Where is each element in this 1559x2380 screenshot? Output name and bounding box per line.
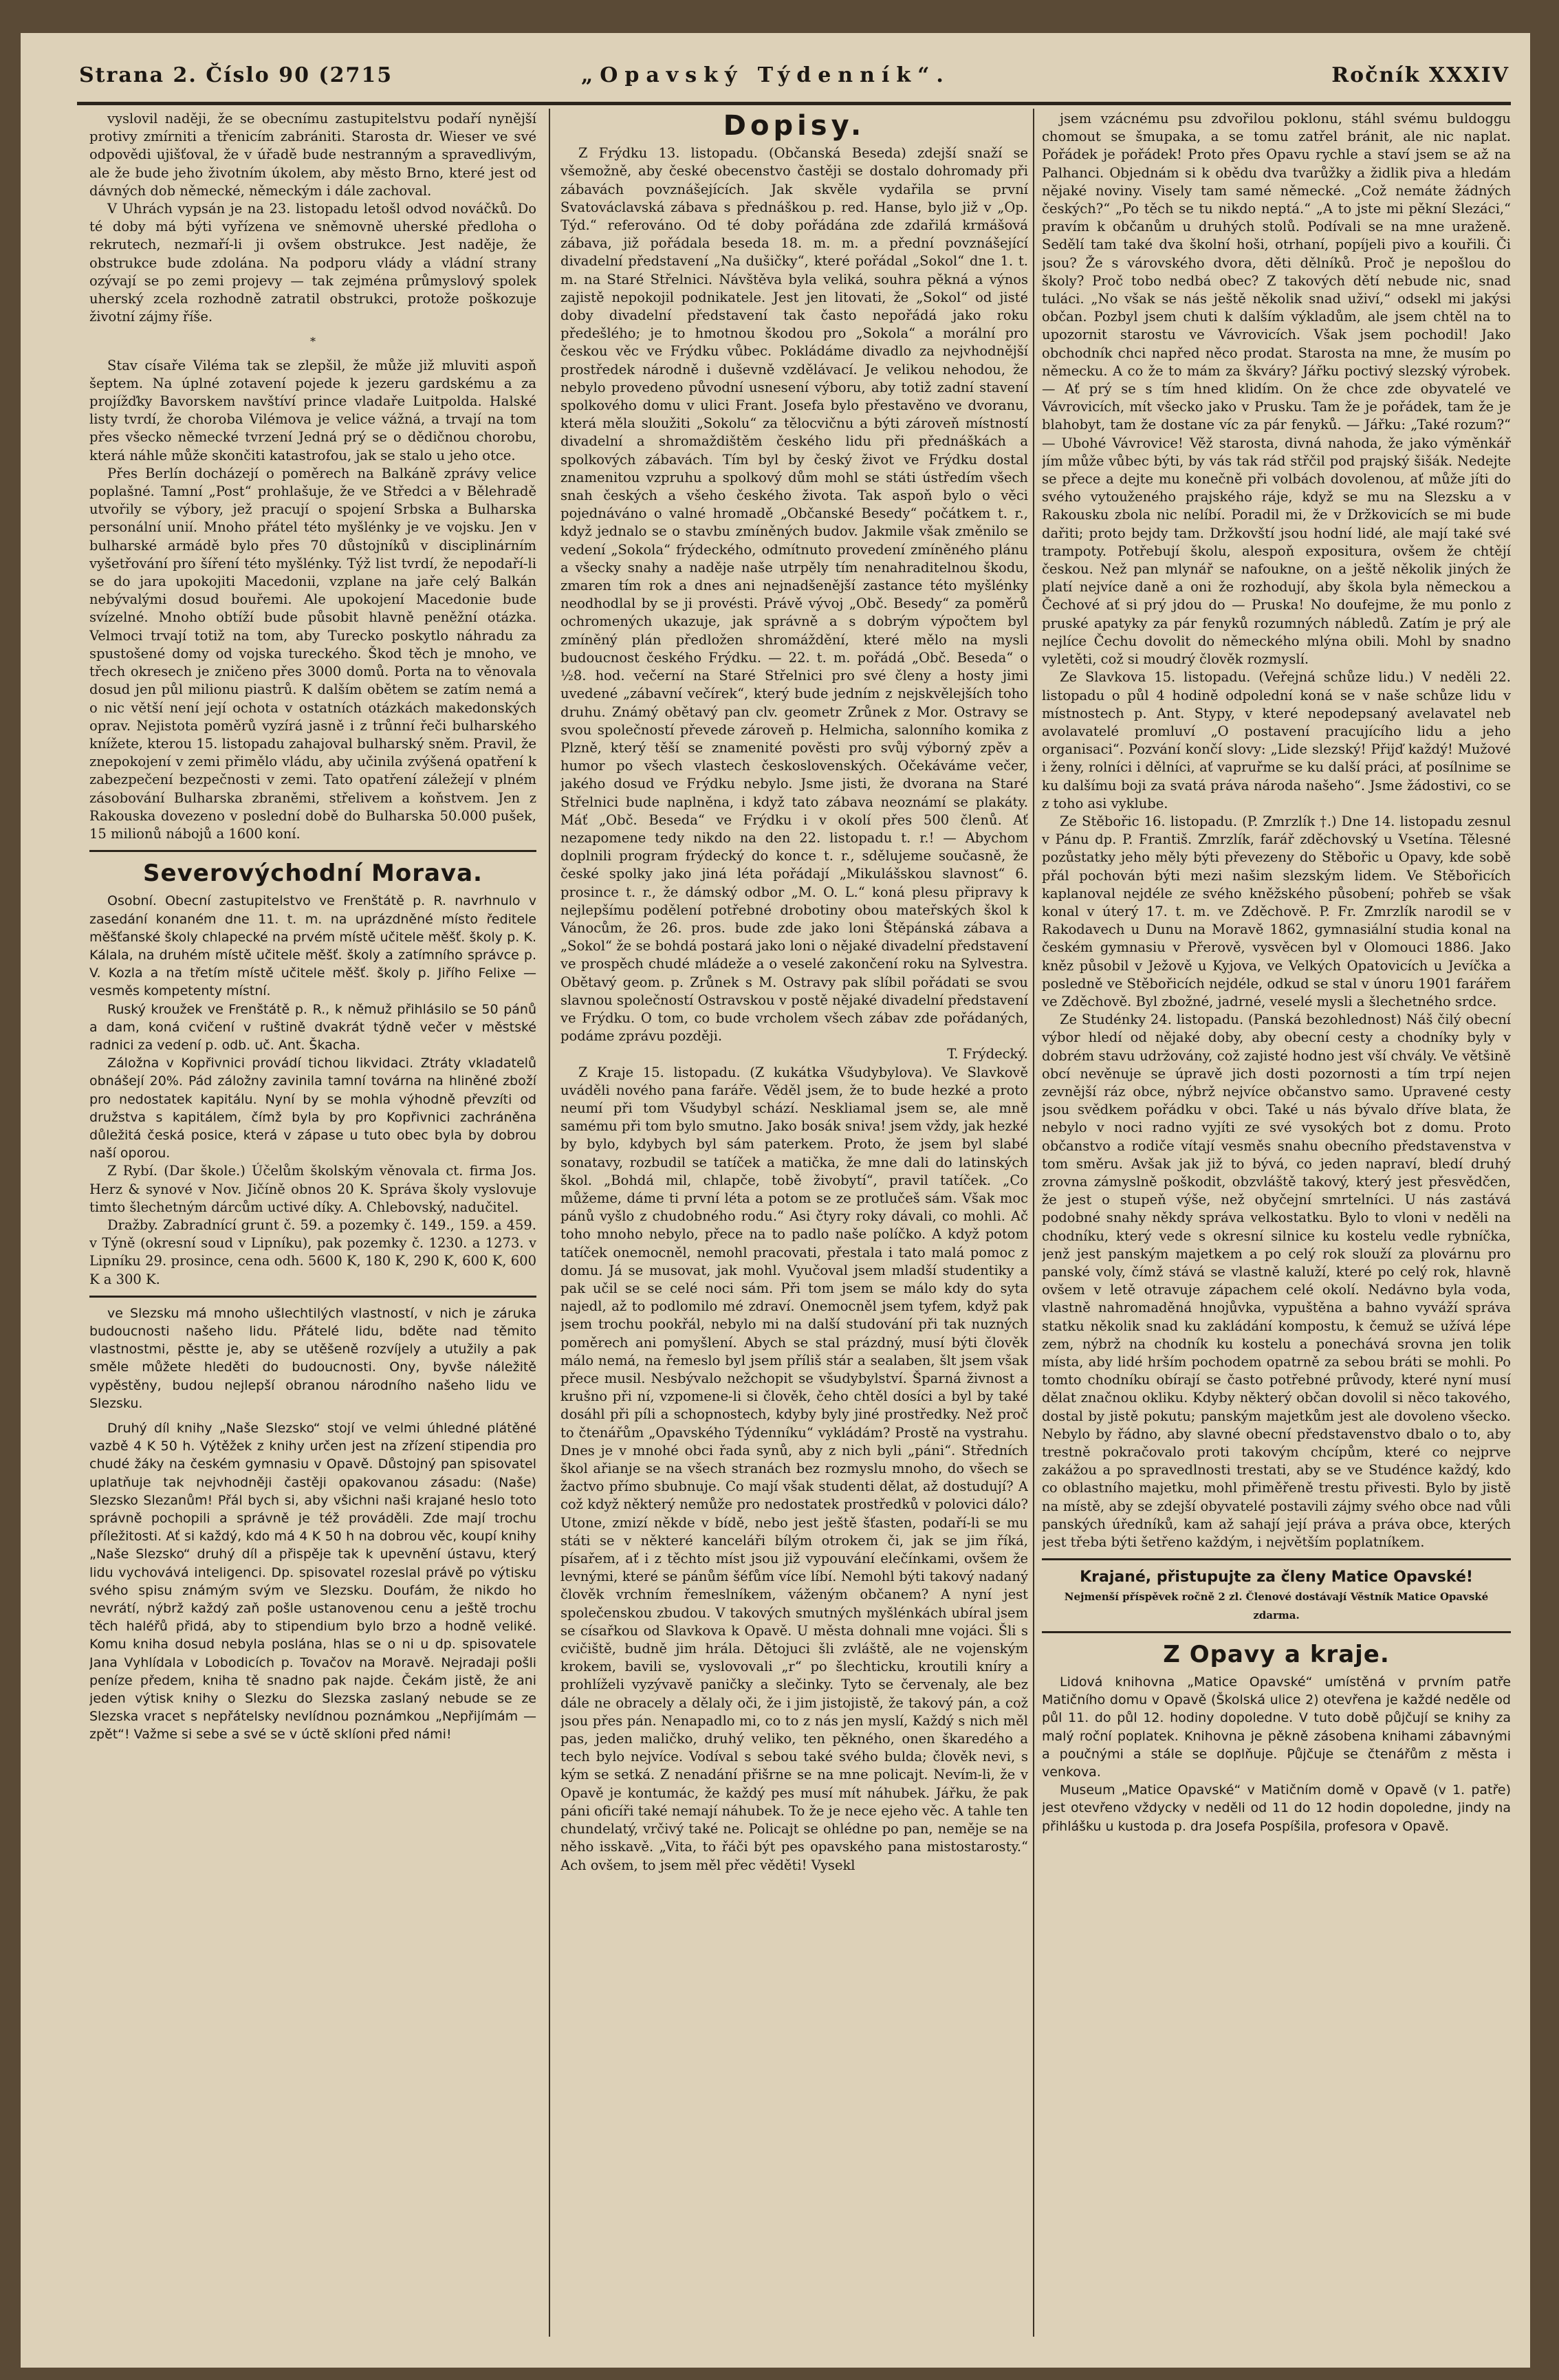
article-paragraph: Druhý díl knihy „Naše Slezsko“ stojí ve velmi úhledné plátěné vazbě 4 K 50 h. Výtěžek z knihy určen jest na zřízení stipendia pro chudé žáky na českém gymnasiu v Opavě. Důstojný pan spisovatel uplatňuje tak nejvhodněji častěji opakovanou zásadu: (Naše) Slezsko Slezanům! Přál bych si, aby všichni naši krajané heslo toto správně pochopili a správně je též prováděli. Zde mají trochu příležitosti. Ať si každý, kdo má 4 K 50 h na dobrou věc, koupí knihy „Naše Slezsko“ druhý díl a přispěje tak k upevnění ústavu, který lidu vychovává inteligenci. Dp. spisovatel rozeslal právě po výtisku svého spisu známým svým ve Slezsku. Doufám, že nikdo ho nevrátí, nýbrž každý zaň pošle ustanovenou cenu a ještě trochu těch haléřů přidá, aby to stipendium bylo brzo a hodně veliké. Komu kniha dosud nebyla poslána, hlas se o ni u dp. spisovatele Jana Vyhlídala v Lobodicích p. Tovačov na Moravě. Nejradaji pošli peníze předem, kniha tě snadno pak najde. Čekám jistě, že ani jeden výtisk knihy o Slezku do Slezska zaslaný nebude se ze Slezska vracet s nepřátelsky nevlídnou poznámkou „Nepřijímám — zpět“! Važme si sebe a své se v úctě sklíoni před námi! [89, 1421, 536, 1743]
article-paragraph: Ze Slavkova 15. listopadu. (Veřejná schůze lidu.) V neděli 22. listopadu o půl 4 hodině odpolední koná se v naše schůze lidu v místnostech p. Ant. Stypy, v které nepodepsaný avelavatel neb avolavatelé promluví „O postavení pracujícího lidu a jeho organisaci“. Pozvání končí slovy: „Lide slezský! Přijď každý! Mužové i ženy, rolníci i dělníci, ať vapruřme se ku další práci, ať posílnime se ku dalšímu boji za svatá práva národa našeho“. Jsme žádostivi, co se z toho asi vyklube. [1042, 669, 1511, 811]
star-separator: * [310, 335, 316, 349]
volume-number: Ročník XXXIV [1331, 63, 1509, 87]
column-left [89, 110, 536, 2324]
article-paragraph: Z Frýdku 13. listopadu. (Občanská Beseda) zdejší snaží se všemožně, aby české obecenstvo častěji se dostalo dohromady při zábavách povznášejících. Jak skvěle vydařila se první Svatováclavská zábava s přednáškou p. red. Hanse, bylo již v „Op. Týd.“ referováno. Od té doby pořádána zde zdařilá krmášová zábava, již pořádala beseda 18. m. m. a přední povznášející divadelní představení „Na dušičky“, které pořádal „Sokol“ dne 1. t. m. na Staré Střelnici. Návštěva byla veliká, souhra pěkná a výnos zajistě nepokojil podnikatele. Jest jen litovati, že „Sokol“ od jisté doby divadelní představení tak často nepořádá jako roku předešlého; je to hmotnou škodou pro „Sokola“ a morální pro českou věc ve Frýdku vůbec. Pokládáme divadlo za nejvhodnější prostředek národně i duševně vzdělávací. Je velikou nehodou, že nebylo provedeno původní usnesení výboru, aby totiž zadní stavení spolkového domu v ulici Frant. Josefa bylo přestavěno ve dvoranu, která měla sloužiti „Sokolu“ za tělocvičnu a býti zároveň místností divadelní a shromaždištěm českého lidu při přednáškách a spolkových zábavách. Tím byl by český život ve Frýdku dostal znamenitou vzpruhu a spolkový dům mohl se státi ústředím všech snah českých a všeho českého života. Tak aspoň bylo o věci pojednáváno o valné hromadě „Občanské Besedy“ počátkem t. r., když jednalo se o stavbu zmíněných budov. Jakmile však změnilo se vedení „Sokola“ frýdeckého, odmítnuto provedení zmíněného plánu a všecky snahy a naděje naše utrpěly tím nenahraditelnou škodu, zmaren tím rok a dnes ani nejnadšenější zastance této myšlénky neodhodlal by se ji provésti. Právě vývoj „Obč. Besedy“ za poměrů ochromených ukazuje, jak správně a s dobrým výpočtem byl zmíněný plán předložen shromáždění, které mělo na mysli budoucnost českého Frýdku. — 22. t. m. pořádá „Obč. Beseda“ o ½8. hod. večerní na Staré Střelnici pro své členy a hosty jimi uvedené „zábavní večírek“, který bude jedním z nejskvělejších toho druhu. Známý obětavý pan clv. geometr Zrůnek z Mor. Ostravy se svou společností převede zároveň p. Helmicha, salonního komika z Plzně, který těší se znamenité pověsti pro svůj výborný zpěv a humor po všech vlastech československých. Očekáváme večer, jakého dosud ve Frýdku nebylo. Jsme jisti, že dvorana na Staré Střelnici bude naplněna, i když tato zábava neoznámí se plakáty. Máť „Obč. Beseda“ ve Frýdku i v okolí přes 500 členů. Ať nezapomene tedy nikdo na den 22. listopadu t. r.! — Abychom doplnili program frýdecký do konce t. r., sdělujeme současně, že české spolky jako jiná léta pořádají „Mikulášskou slavnost“ 6. prosince t. r., že dámský odbor „M. O. L.“ koná plesu připravy k nejlepšímu podělení potřebné drobotiny obou mateřských škol k Vánocům, že 26. pros. bude zde jako loni Štěpánská zábava a „Sokol“ že se bohdá postará jako loni o nějaké divadelní představení ve prospěch chudé mládeže a o veselé zakončení roku na Sylvestra. Obětavý geom. p. Zrůnek s M. Ostravy pak slíbil pořádati se svou slavnou společností Ostravskou v postě nějaké divadelní představení ve Frýdku. O tom, co bude vrcholem všech zábav zde pořádaných, podáme zprávu později. [560, 145, 1028, 1045]
article-paragraph: Lidová knihovna „Matice Opavské“ umístěná v prvním patře Matičního domu v Opavě (Školská ulice 2) otevřena je každé neděle od půl 11. do půl 12. hodiny dopoledne. V tuto době půjčují se knihy za malý roční poplatek. Knihovna je pěkně zásobena knihami zábavnými a poučnými a stále se doplňuje. Půjčuje se čtenářům z města i venkova. [1042, 1674, 1511, 1780]
page-number: Strana 2. Číslo 90 (2715 [79, 63, 393, 87]
section-title: Z Opavy a kraje. [1163, 1640, 1390, 1668]
article-paragraph: Ze Studénky 24. listopadu. (Panská bezohlednost) Náš čilý obecní výbor hledí od nějaké doby, aby obecní cesty a chodníky byly v dobrém stavu udržovány, což zajisté hodno jest vší chvály. Ve většině obcí nevěnuje se úpravě jich dosti pozornosti a tím trpí nejen zevnější ráz obce, nýbrž nejvíce občanstvo samo. Upravené cesty jsou svědkem pořádku v obci. Také u nás bývalo dříve blata, že nebylo v noci radno vyjíti ze své vysokých bot z domu. Proto občanstvo a rodiče vítají vesměs snahu obecního představenstva v tom směru. Avšak jak již to bývá, co jeden napraví, bledí druhý zrovna zámyslně poškodit, obzvláště takový, který jest přesvědčen, že jest o stupeň výše, než obyčejní smrtelníci. U nás zastává podobné snahy někdy správa velkostatku. Bylo to vloni v neděli na chodníku, který vede s okresní silnice ku kostelu vedle rybníčka, jenž jest panským majetkem a po celý rok slouží za plovárnu pro panské voly, čímž stává se vlastně kaluží, které po celý rok, hlavně ovšem v letě otravuje zápachem celé okolí. Nedávno byla voda, vlastně nahromaděná hnojůvka, vypuštěna a bahno vyváží správa statku několik snad ku zakládání kompostu, k čemuž se užívá lépe zem, nýbrž na chodník ku kostelu a ponechává srovna jen tolik místa, aby lidé hrším pochodem opatrně za sebou bráti se mohli. Po tomto chodníku obírají se často potřebné průvody, které nyní musí dělat značnou okliku. Kdyby některý občan dovolil si něco takového, dostal by jistě pokutu; panským majetkům jest ale dovoleno všecko. Nebylo by řádno, aby slavné obecní představenstvo dbalo o to, aby trestně pokračovalo proti takovým chcípům, které co nejprve zakážou a po spravedlnosti trestati, aby se ve Studénce každý, kdo co oblastního majetku, mohl přiměřeně trestu přivesti. Bylo by jistě na místě, aby se zdejší obyvatelé postavili zájmy svého obce nad vůli panských úředníků, kam až sahají její práva a práva obce, kterých jest třeba býti šetřeno každým, i největším poplatníkem. [1042, 1012, 1511, 1551]
column-divider [549, 109, 550, 2337]
article-paragraph: Ruský kroužek ve Frenštátě p. R., k němuž přihlásilo se 50 pánů a dam, koná cvičení v ruštině dvakrát týdně večer v městské radnici za vedení p. odb. uč. Ant. Škacha. [89, 1001, 536, 1053]
article-signature: T. Frýdecký. [947, 1046, 1028, 1062]
column-divider [1033, 109, 1034, 2337]
article-paragraph: Z Kraje 15. listopadu. (Z kukátka Všudybylova). Ve Slavkově uváděli nového pana faráře. Věděl jsem, že to bude hezké a proto neumí při tom Všudybyl schází. Neskliamal jsem se, ale mně samému při tom bylo smutno. Jako bosák sniva! jsem vždy, jak hezké by bylo, kdybych byl sám paterkem. Proto, že jsem byl slabé sonatavy, rozbudil se tatíček a matička, že mne dali do latinských škol. „Bohdá mil, chlapče, tobě živobytí“, pravil tatíček. „Co můžeme, dáme ti první léta a potom se ze protlučeš sám. Však moc pánů vyšlo z chudobného rodu.“ Asi čtyry roky dávali, co mohli. Ač toho mnoho nebylo, přece na to padlo naše políčko. A když potom tatíček onemocněl, nemohl pracovati, přestala i tato malá pomoc z domu. Já se musovat, jak mohl. Vyučoval jsem mladší studentiky a pak učil se se celé noci sám. Při tom jsem se málo kdy do syta najedl, až to podlomilo mé zdraví. Onemocněl jsem tyfem, když pak jsem trochu pookřál, nebylo mi na další studování při tak nuzných poměrech ani pomyšlení. Abych se stal prázdný, musí býti člověk málo nemá, na řemeslo byl jsem příliš stár a sealaben, šlt jsem však přece musil. Nesbývalo nežchopit se všudybylství. Šparná živnost a krušno při ní, vzpomene-li si člověk, čeho chtěl dosíci a byl by také dosáhl při píli a schopnostech, kdyby byly jiné prostředky. Než proč to čtenářům „Opavského Týdenníku“ vykládám? Prostě na vystrahu. Dnes je v mnohé obci řada synů, aby z nich byli „páni“. Středních škol ařianje se na všech stranách bez rozmyslu mnoho, do všech se žactvo přímo sbubnuje. Co mají však studenti dělat, až dostudují? A což když některý nemůže pro nedostatek prostředků v polovici dálo? Utone, zmizí někde v bídě, nebo jest ještě šťasten, podaří-li se mu státi se v některé kanceláři bílým otrokem či, jak se jim říká, písařem, ať i z těchto míst jsou již vypouvání elečínkami, ovšem že levnými, které se pánům šéfům více líbí. Nemohl býti takový nadaný člověk vrchním řemeslníkem, váženým občanem? A nyní jest společenskou zbudou. V takových smutných myšlénkách ubíral jsem se císařkou od Slavkova k Opavě. U města dohnali mne vojáci. Šli s cvičiště, budně jim hrála. Dětojuci šli zvláště, ale ne vojenským krokem, bavili se, vyslovovali „r“ po šlechticku, kroutili kníry a prohlíželi vyzývavě paničky a slečinky. Tyto se červenaly, ale bez dále ne obracely a dělaly oči, že i jim jistojistě, že takový pán, a což jsou přes pán. Nenapadlo mi, co to z nás jen myslí, Každý s nich měl pas, jeden maličko, druhý veliko, ten pěkného, onen škaredého a tech bylo nejvíce. Vodíval s sebou také svého bulda; člověk nevi, s kým se setká. Z nenadání přišrne se na mne policajt. Nevím-li, že v Opavě je kontumác, že každý pes musí mít náhubek. Jářku, že pak páni oficíři také nemají náhubek. To že je nece ejeho věc. A tahle ten chundelatý, vrčivý také ne. Policajt se ohlédne po pan, neměje se na něho isskavě. „Vita, to řáči být pes opavského pana mistostarosty.“ Ach ovšem, to jsem měl přec věděti! Vysekl [560, 1064, 1028, 1873]
article-paragraph: V Uhrách vypsán je na 23. listopadu letošl odvod nováčků. Do té doby má býti vyřízena ve sněmovně uherské předloha o rekrutech, nezmaří-li ji ovšem obstrukce. Jest naděje, že obstrukce bude zdolána. Na podporu vlády a vládní strany ozývají se po zemi projevy — tak zejména průmyslový spolek uherský zcela rozhodně zatratil obstrukci, protože poškozuje životní zájmy říše. [89, 201, 536, 325]
article-paragraph: jsem vzácnému psu zdvořilou poklonu, stáhl svému buldoggu chomout se šmupaka, a se tomu zatřel bránit, ale nic naplat. Pořádek je pořádek! Proto přes Opavu rychle a staví jsem se až na Palhanci. Objednám si k obědu dva tvarůžky a židlik piva a hledám nějaké noviny. Visely tam samé německé. „Což nemáte žádných českých?“ „Po těch se tu nikdo neptá.“ „A to jste mi pěkní Slezáci,“ pravím k občanům u druhých stolů. Podívali se na mne uraženě. Sedělí tam také dva školní hoši, otrhaní, popíjeli pivo a kouřili. Či jsou? Že s várovského dvora, děti dělníků. Proč je nepošlou do školy? Proč tobo nedbá obec? Z takových dětí nebude nic, snad tuláci. „No však se nás ještě několik snad uživí,“ odsekl mi jakýsi občan. Pozbyl jsem chuti k dalším výkladům, ale jsem chtěl na to upozornit starostu ve Vávrovicích. Však jsem pochodil! Jako obchodník chci napřed něco prodat. Starosta na mne, že musím po německu. A co že to mám za škváry? Jářku poctivý slezský výrobek. — Ať prý se s tím hned klidím. On že chce zde obyvatelé ve Vávrovicích, mít všecko jako v Prusku. Tam že je pořádek, tam že je blahobyt, tam že dostane víc za pár fenyků. — Jářku: „Také rozum?“ — Ubohé Vávrovice! Věž starosta, divná nahoda, že jako výměnkář jím může vůbec býti, by vás tak rád střčil pod prajský šišák. Nedejte se přece a dejte mu konečně při volbách dovolenou, ať může jíti do svého vytouženého prajského ráje, když se mu na Slezsku a v Rakousku zbola nic nelíbí. Poradil mi, že v Držkovicích se mi bude dařiti; proto bejdy tam. Držkovští jsou hodní lidé, ale mají také své trampoty. Potřebují školu, alespoň expositura, ovšem že chtějí českou. Než pan mlynář se nafoukne, on a ještě několik jiných že platí nejvíce daně a oni že rozhodují, aby škola byla německou a Čechové ať si prý jdou do — Pruska! No doufejme, že mu ponlo z pruské apatyky za pár fenyků rozumných nábledů. Zatím je prý ale nejlíce Čechu dovolit do německého mlýna obili. Mohl by snadno vyletěti, což si moudrý člověk rozmyslí. [1042, 111, 1511, 668]
article-paragraph: Museum „Matice Opavské“ v Matičním domě v Opavě (v 1. patře) jest otevřeno vždycky v neděli od 11 do 12 hodin dopoledne, jindy na přihlášku u kustoda p. dra Josefa Pospíšila, profesora v Opavě. [1042, 1782, 1511, 1834]
section-title: Severovýchodní Morava. [143, 860, 483, 888]
article-paragraph: vyslovil naději, že se obecnímu zastupitelstvu podaří nynější protivy zmírniti a třenicím zabrániti. Starosta dr. Wieser ve své odpovědi ujišťoval, že v úřadě bude nestranným a spravedlivým, ale že bude jeho životním úkolem, aby město Brno, které jest od dávných dob německé, německým i dále zachoval. [89, 111, 536, 199]
article-paragraph: Z Rybí. (Dar škole.) Účelům školským věnovala ct. firma Jos. Herz & synové v Nov. Jičíně obnos 20 K. Správa školy vyslovuje timto šlechetným dárcům uctivé díky. A. Chlebovský, nadučitel. [89, 1163, 536, 1215]
article-paragraph: Záložna v Kopřivnici provádí tichou likvidaci. Ztráty vkladatelů obnášejí 20%. Pád záložny zavinila tamní továrna na hliněné zboží pro nedostatek kapitálu. Nyní by se mohla výhodně převzíti od družstva s kapitálem, čímž byla by pro Kopřivnici zachráněna důležitá česká posice, která v zápase u tuto obec byla by dobrou naší oporou. [89, 1056, 536, 1161]
section-rule [89, 1296, 536, 1298]
article-paragraph: Osobní. Obecní zastupitelstvo ve Frenštátě p. R. navrhnulo v zasedání konaném dne 11. t. m. na uprázdněné místo ředitele měšťanské školy chlapecké na prvém místě učitele měšť. školy p. K. Kálala, na druhém místě učitele měšť. školy a zatímního správce p. V. Kozla a na třetím místě učitele měšť. školy p. Jiřího Felixe — vesměs kompetenty místní. [89, 893, 536, 999]
notice-heading: Krajané, přistupujte za členy Matice Opavské! [1080, 1569, 1473, 1586]
header-rule [77, 102, 1511, 105]
article-paragraph: Ze Stěbořic 16. listopadu. (P. Zmrzlík †.) Dne 14. listopadu zesnul v Pánu dp. P. Františ. Zmrzlík, farář zděchovský u Vsetína. Tělesné pozůstatky jeho měly býti převezeny do Stěbořic u Opavy, kde sobě přál pochován býti mezi našim slezským lidem. Ve Stěbořicích kaplanoval nejdéle ze svého kněžského působení; pohřeb se však konal v úterý 17. t. m. ve Zděchově. P. Fr. Zmrzlík narodil se v Rakodavech u Dunu na Moravě 1862, gymnasiální studia konal na českém gymnasiu v Přerově, vysvěcen byl v Olomouci 1886. Jako kněz působil v Ježově u Kyjova, ve Velkých Opatovicích u Jevíčka a posledně ve Stěbořicích nejdéle, odkud se stal v únoru 1901 farářem ve Zděchově. Byl zbožné, jadrné, veselé mysli a šlechetného srdce. [1042, 813, 1511, 1009]
article-paragraph: Dražby. Zabradnící grunt č. 59. a pozemky č. 149., 159. a 459. v Týně (okresní soud v Lipníku), pak pozemky č. 1230. a 1273. v Lipníku 29. prosince, cena odh. 5600 K, 180 K, 290 K, 600 K, 600 K a 300 K. [89, 1216, 536, 1287]
article-paragraph: Přes Berlín docházejí o poměrech na Balkáně zprávy velice poplašné. Tamní „Post“ prohlašuje, že ve Středci a v Bělehradě utvořily se výbory, jež pracují o spojení Srbska a Bulharska personální unií. Mnoho přátel této myšlénky je ve vojsku. Jen v bulharské armádě bylo přes 70 důstojníků v disciplinárním vyšetřování pro šíření této myšlénky. Týž list tvrdí, že nepodaří-li se do jara upokojiti Macedonii, vzplane na jaře celý Balkán nebývalými dosud bouřemi. Ale upokojení Macedonie bude svízelné. Mnoho obtíží bude působit hlavně peněžní otázka. Velmoci trvají totiž na tom, aby Turecko poskytlo náhradu za spustošené domy od vojska tureckého. Škod těch je mnoho, ve třech okresech je zničeno přes 3000 domů. Porta na to věnovala dosud jen půl milionu piastrů. K dalším obětem se zatím nemá a o nic větší není její ochota v ostatních otázkách makedonských oprav. Nejistota poměrů vyzírá jasně i z trůnní řeči bulharského knížete, kterou 15. listopadu zahajoval bulharský sněm. Pravil, že znepokojení v zemi přimělo vládu, aby učinila zvýšená opatření k zabezpečení bezpečnosti v zemi. Tato opatření záležejí v plném zásobování Bulharska zbraněmi, střelivem a koňstvem. Jen z Rakouska dovezeno v poslední době do Bulharska 50.000 pušek, 15 milionů nábojů a 1600 koní. [89, 465, 536, 842]
column-right [1042, 110, 1511, 2324]
section-rule [1042, 1558, 1511, 1560]
article-paragraph: ve Slezsku má mnoho ušlechtilých vlastností, v nich je záruka budoucnosti našeho lidu. Přátelé lidu, bděte nad těmito vlastnostmi, pěstte je, aby se utěšeně rozvíjely a utužily a pak směle můžete hleděti do budoucnosti. Ony, byvše náležitě vypěstěny, budou nejlepší obranou národního našeho lidu ve Slezsku. [89, 1305, 536, 1411]
notice-text: Nejmenší příspěvek ročně 2 zl. Členové dostávají Věstník Matice Opavské zdarma. [1064, 1591, 1489, 1622]
article-paragraph: Stav císaře Viléma tak se zlepšil, že může již mluviti aspoň šeptem. Na úplné zotavení pojede k jezeru gardskému a za projížďky Bavorskem navštíví prince vladaře Luitpolda. Halské listy tvrdí, že choroba Vilémova je velice vážná, a trvají na tom přes všecko německé tvrzení Jedná prý se o dědičnou chorobu, která náhle může skončiti katastrofou, jak se stalo u jeho otce. [89, 357, 536, 463]
section-title: Dopisy. [723, 110, 866, 142]
section-rule [1042, 1631, 1511, 1633]
page-header [79, 63, 1509, 96]
section-rule [89, 850, 536, 852]
column-middle [560, 110, 1028, 2324]
newspaper-title: „Opavský Týdenník“. [581, 63, 950, 87]
